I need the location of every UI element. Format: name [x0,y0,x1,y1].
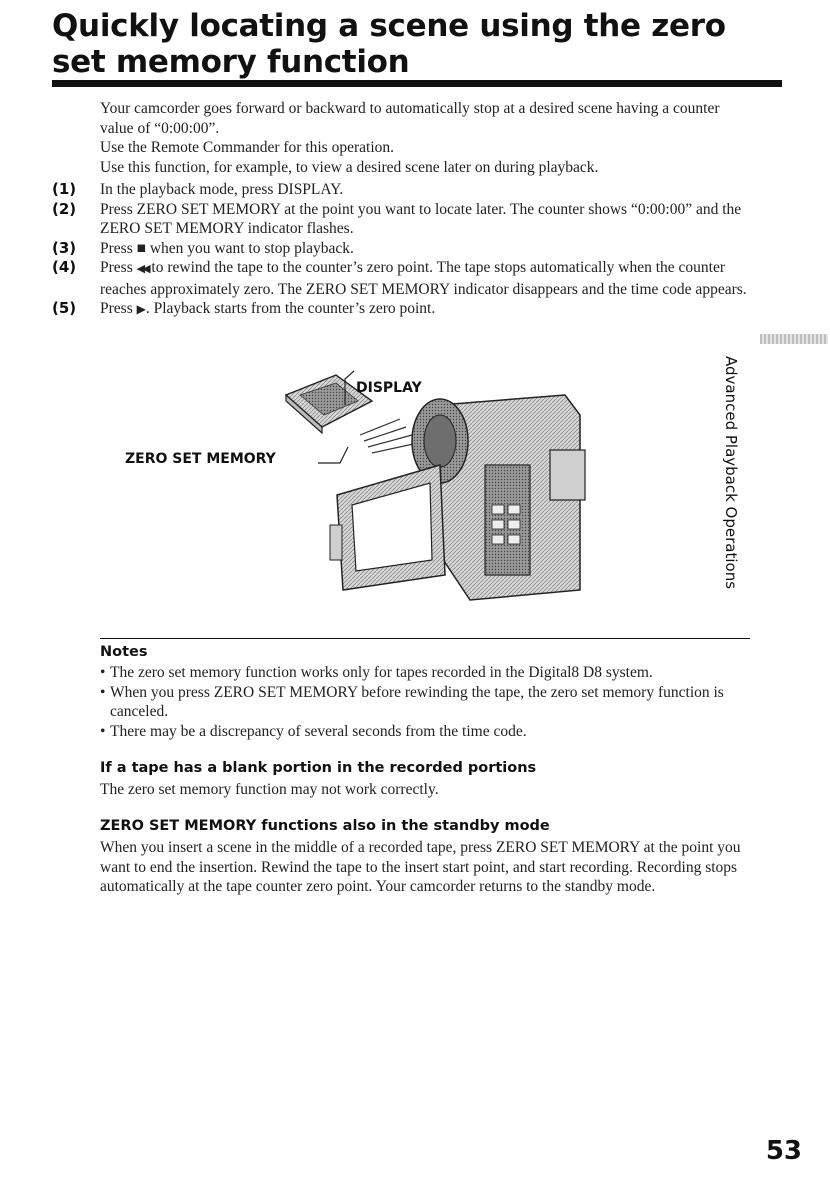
camcorder-icon [330,395,585,600]
step-text: In the playback mode, press DISPLAY. [100,181,344,198]
notes-divider [100,638,750,639]
stop-icon: ■ [136,239,146,257]
step-number: (1) [52,180,77,198]
step-text-before: Press [100,239,137,257]
note-item: • When you press ZERO SET MEMORY before rewinding the tape, the zero set memory function is canceled. [100,683,755,722]
section-tab-marker [760,334,828,344]
note-item: • There may be a discrepancy of several seconds from the time code. [100,722,755,742]
intro-line: Use the Remote Commander for this operation. [100,139,395,156]
step-text-before: Press [100,259,137,276]
infrared-signal-icon [360,419,418,453]
notes-heading: Notes [100,644,148,660]
zero-set-memory-callout: ZERO SET MEMORY [125,451,276,467]
blank-portion-text: The zero set memory function may not work correctly. [100,781,439,798]
rewind-icon: ◀◀ [136,263,148,275]
step-number: (2) [52,199,77,218]
page-number: 53 [765,1136,802,1166]
display-callout: DISPLAY [356,380,422,396]
step-number: (5) [52,299,77,317]
play-icon: ▶ [136,302,146,316]
step-text-after: to rewind the tape to the counter’s zero point. The tape stops automatically when the counter reaches approximately zero. The ZERO SET MEMORY indicator disappears and the time code appears. [100,259,747,298]
note-item: • The zero set memory function works only for tapes recorded in the Digital8 D8 system. [100,663,755,683]
camcorder-illustration [125,355,610,610]
blank-portion-heading: If a tape has a blank portion in the recorded portions [100,760,537,776]
step-number: (3) [52,238,77,257]
step-item [52,239,752,259]
notes-list [100,663,755,741]
step-item [52,299,752,320]
step-text-after: . Playback starts from the counter’s zero point. [145,300,436,317]
page-title: Quickly locating a scene using the zero set memory function [52,8,726,80]
step-text-before: Press [100,300,137,317]
step-text-after: when you want to stop playback. [145,239,354,257]
intro-paragraph [100,99,755,177]
step-item [52,200,752,239]
step-item [52,180,752,200]
standby-mode-text: When you insert a scene in the middle of a recorded tape, press ZERO SET MEMORY at the point you want to end the insertion. Rewind the tape to the insert start point, and start recording. Recording stops automatically at the tape counter zero point. Your camcorder returns to the standby mode. [100,839,741,895]
step-item [52,258,752,299]
title-rule [52,80,782,87]
intro-line: Your camcorder goes forward or backward to automatically stop at a desired scene having a counter value of “0:00:00”. [100,100,720,137]
step-text: Press ZERO SET MEMORY at the point you want to locate later. The counter shows “0:00:00” and the ZERO SET MEMORY indicator flashes. [100,200,742,237]
intro-line: Use this function, for example, to view a desired scene later on during playback. [100,158,599,176]
step-list [52,180,752,320]
standby-mode-heading: ZERO SET MEMORY functions also in the standby mode [100,818,550,834]
step-number: (4) [52,258,77,276]
section-tab-label: Advanced Playback Operations [722,356,740,590]
